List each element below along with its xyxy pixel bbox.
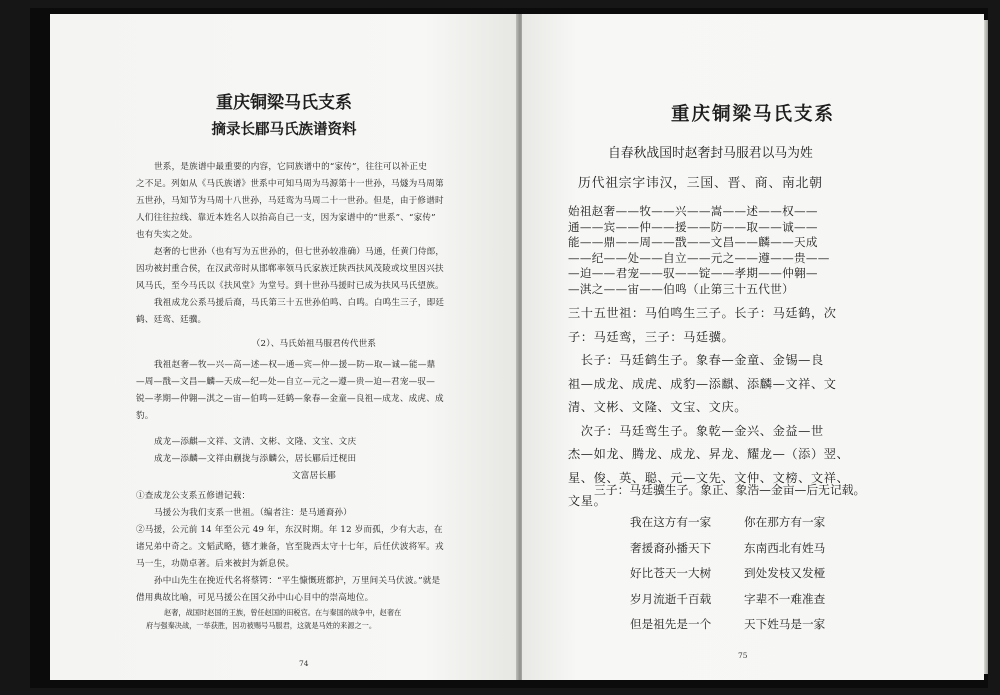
text-line: ——纪——处——自立——元之——遵——贵—— [568, 250, 830, 265]
text-line: 府与强秦决战，一举获胜，因功被赐号马服君，这就是马姓的来源之一。 [146, 621, 377, 630]
text-line: 三十五世祖：马伯鸣生三子。长子：马廷鹤，次 [568, 306, 837, 320]
right-page-subtitle: 自春秋战国时赵奢封马服君以马为姓 [608, 146, 813, 161]
poem-line: 奢援裔孙播天下 [630, 540, 712, 555]
footnote [146, 606, 486, 632]
text-line: 马一生，功勋卓著。后来被封为新息侯。 [136, 559, 295, 569]
text-line: ①查成龙公支系五修谱记载： [136, 491, 251, 501]
right-page-title: 重庆铜梁马氏支系 [670, 104, 835, 125]
text-line: 之不足。列如从《马氏族谱》世系中可知马周为马源第十一世孙，马燧为马周第 [136, 179, 444, 189]
section-heading: （2）、马氏始祖马服君传代世系 [251, 339, 377, 349]
text-line: 诸兄弟中奇之。文韬武略，德才兼备，官至陇西太守十七年，后任伏波将军。戎 [136, 542, 444, 552]
text-line: 我祖赵奢—牧—兴—高—述—权—通—宾—仲—援—防—取—诚—能—鼎 [154, 360, 436, 370]
text-line: 鹤、廷鸾、廷骥。 [136, 315, 207, 325]
poem-left-column [630, 510, 711, 638]
right-page [522, 14, 984, 680]
text-line: 通——宾——仲——援——防——取——诚—— [568, 219, 818, 234]
poem-line: 天下姓马是一家 [744, 617, 826, 632]
poem-line: 东南西北有姓马 [744, 540, 826, 555]
dynasty-heading: 历代祖宗字讳汉，三国、晋、商、南北朝 [578, 176, 823, 191]
text-line: 成龙—添麒—文祥、文清、文彬、文隆、文宝、文庆 [154, 437, 357, 447]
poem-line: 字辈不一难准查 [744, 591, 826, 606]
text-line: 孙中山先生在挽近代名将蔡锷：“平生慷慨班都护，万里间关马伏波。”就是 [154, 576, 441, 586]
left-page-subtitle: 摘录长郿马氏族谱资料 [211, 121, 357, 138]
poem-right-column [744, 510, 825, 638]
text-line: 子：马廷鸾，三子：马廷骥。 [568, 329, 735, 344]
text-line: 五世孙，马知节为马周十八世孙，马廷鸾为马周二十一世孙。但是，由于修谱时 [136, 196, 444, 206]
poem-line: 到处发枝又发桠 [744, 566, 826, 581]
left-page [50, 14, 518, 680]
text-line: 成龙—添麟—文祥由蒯拢与添麟公，居长郿后迁枧田 [154, 454, 357, 464]
text-line: 我祖成龙公系马援后裔，马氏第三十五世孙伯鸣、白鸣。白鸣生三子，即廷 [154, 298, 445, 308]
text-line: —周—戬—文昌—麟—天成—纪—处—自立—元之—遵—贵—迫—君宠—驭— [136, 377, 435, 387]
text-line: 马援公为我们支系一世祖。（编者注：是马通裔孙） [154, 508, 352, 518]
page-number: 74 [299, 659, 309, 668]
left-page-title: 重庆铜梁马氏支系 [216, 93, 352, 113]
poem-line: 你在那方有一家 [744, 515, 826, 529]
text-line: 文富居长郿 [292, 471, 336, 481]
text-line: 锐—孝期—仲翱—淇之—宙—伯鸣—廷鹤—象春—金童—良祖—成龙、成虎、成 [136, 394, 444, 404]
text-line: ②马援，公元前 14 年至公元 49 年，东汉时期。年 12 岁而孤，少有大志，在 [136, 525, 443, 535]
text-line: 豹。 [136, 411, 154, 421]
text-line: 星、俊、英、聪、元—文先、文仲、文榜、文祥、 [568, 470, 850, 485]
text-line: 赵奢，战国时赵国的王族，曾任赵国的田税官。在与秦国的战争中，赵奢在 [164, 608, 402, 617]
intro-paragraph [136, 159, 492, 329]
text-line: 杰—如龙、腾龙、成龙、昇龙、耀龙—（添）翌、 [568, 447, 850, 461]
text-line: 借用典故比喻，可见马援公在国父孙中山心目中的崇高地位。 [136, 593, 374, 603]
text-line: 赵奢的七世孙（也有写为五世孙的，但七世孙较准确）马通，任黄门侍郎， [154, 247, 445, 257]
poem-line: 我在这方有一家 [630, 515, 712, 529]
page-number: 75 [738, 651, 748, 660]
text-line: 长子：马廷鹤生子。象春—金童、金锡—良 [568, 353, 824, 367]
text-line: 祖—成龙、成虎、成豹—添麒、添麟—文祥、文 [568, 376, 837, 391]
text-line: 清、文彬、文隆、文宝、文庆。 [568, 400, 748, 414]
text-line: 人们往往拉线、靠近本姓名人以抬高自己一支，因为家谱中的“世系”、“家传” [136, 213, 436, 223]
text-line: —迫——君宠——驭——锭——孝期——仲翱— [568, 266, 818, 280]
branch-list [136, 434, 492, 485]
page-edges [984, 20, 988, 674]
poem-line: 好比苍天一大树 [630, 566, 712, 581]
text-line: 次子：马廷鸾生子。象乾—金兴、金益—世 [568, 423, 824, 438]
text-line: 能——鼎——周——戬——文昌——麟——天成 [568, 235, 818, 249]
notes-paragraph [136, 488, 492, 607]
poem-line: 岁月流逝千百载 [630, 591, 712, 606]
lineage-paragraph [136, 357, 492, 425]
text-line: 世系，是族谱中最重要的内容，它同族谱中的“家传”，往往可以补正史 [154, 162, 428, 172]
text-line: 始祖赵奢——牧——兴——嵩——述——权—— [568, 204, 818, 218]
text-line: —淇之——宙——伯鸣（止第三十五代世） [568, 281, 794, 296]
genealogy-chain [568, 204, 830, 297]
third-son-line: 三子：马廷骥生子。象正、象浩—金亩—后无记载。 [594, 483, 866, 497]
text-line: 因功被封重合侯，在汉武帝时从邯郸率领马氏家族迁陕西扶风茂陵或坟里因兴扶 [136, 264, 444, 274]
text-line: 文星。 [568, 494, 607, 508]
poem-line: 但是祖先是一个 [630, 617, 712, 632]
text-line: 也有失实之处。 [136, 230, 198, 240]
text-line: 风马氏，至今马氏以《扶风堂》为堂号。到十世孙马援时已成为扶风马氏望族。 [136, 281, 444, 291]
